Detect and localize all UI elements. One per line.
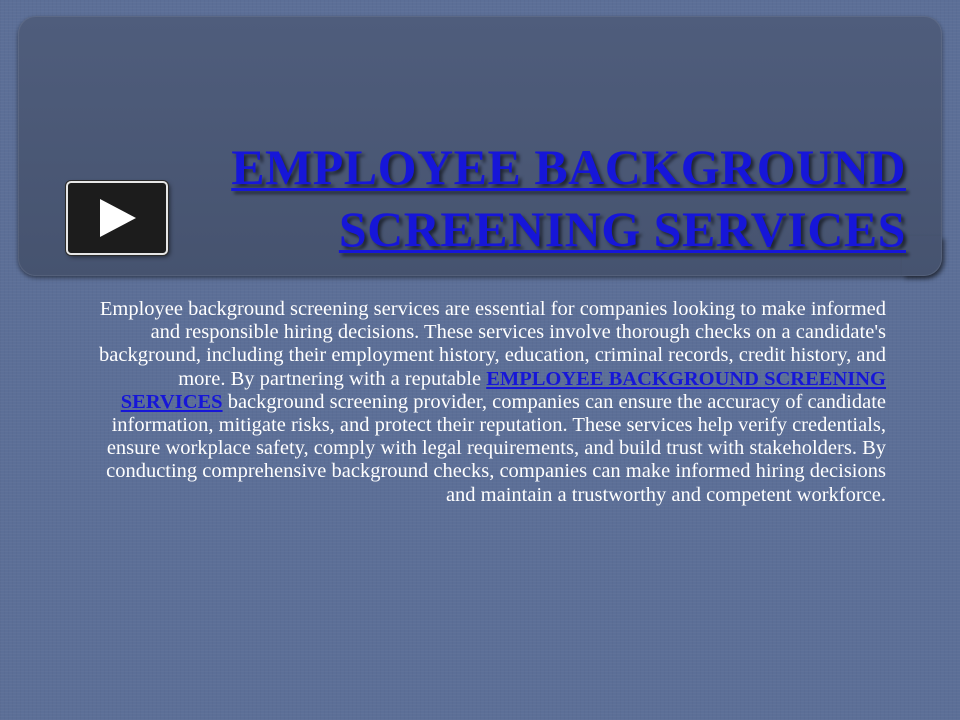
play-icon [98,198,138,238]
slide-title-line-2: SCREENING SERVICES [338,201,906,257]
slide-title-line-1: EMPLOYEE BACKGROUND [231,139,906,195]
body-paragraph [74,298,886,507]
play-button[interactable] [66,181,168,255]
body-text-rest: background screening provider, companies can ensure the accuracy of candidate information, mitigate risks, and protect their reputation. These services help verify credentials, ensure workplace safety, comply with legal requirements, and build trust with stakeholders. By conducting comprehensive background checks, companies can make informed hiring decisions and maintain a trustworthy and competent workforce. [106,390,886,506]
body-text-intro: Employee background screening services are essential for companies looking to make informed and responsible hiring decisions. These services involve thorough checks on a candidate's background, including their employment history, education, criminal records, credit history, and more. By partnering with a reputable [99,298,886,390]
slide-title-link[interactable] [86,136,906,260]
body-inline-link[interactable]: EMPLOYEE BACKGROUND SCREENING SERVICES [120,367,886,413]
